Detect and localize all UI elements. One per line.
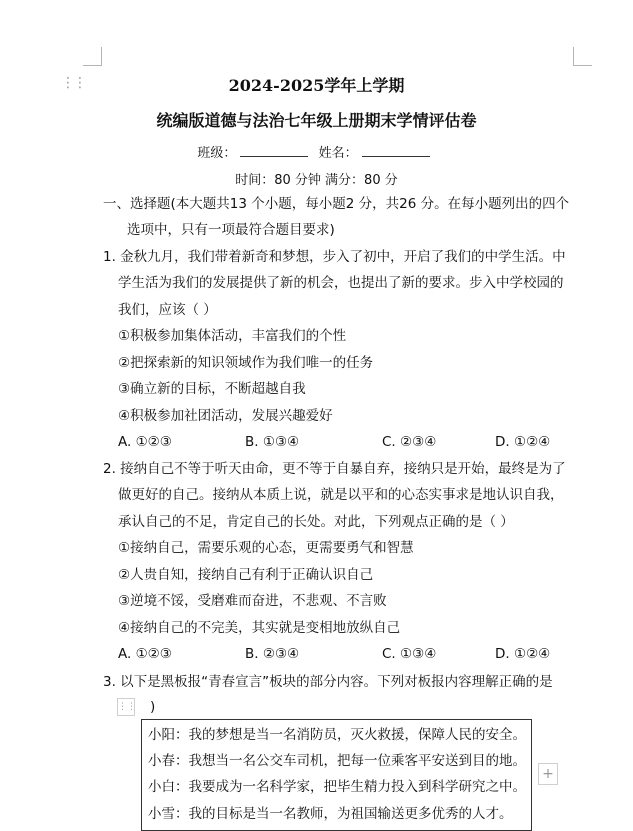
board-line-xiaoxue: 小雪：我的目标是当一名教师，为祖国输送更多优秀的人才。 [148,806,513,822]
section-heading-line-1: 一、选择题(本大题共13 个小题，每小题2 分，共26 分。在每小题列出的四个 [103,196,570,212]
name-blank [362,144,430,157]
q2-statement-3: ③逆境不馁，受磨难而奋进，不悲观、不言败 [118,593,387,609]
exam-title-subject: 统编版道德与法治七年级上册期末学情评估卷 [156,111,477,130]
q2-stem-line-1: 2. 接纳自己不等于听天由命，更不等于自暴自弃，接纳只是开始，最终是为了 [103,461,566,477]
table-handle-icon[interactable]: ⋮⋮ [117,698,135,716]
board-line-xiaochun: 小春：我想当一名公交车司机，把每一位乘客平安送到目的地。 [148,753,526,769]
student-info-row [0,142,633,161]
q1-option-a[interactable]: A. ①②③ [118,434,172,450]
q2-option-c[interactable]: C. ①③④ [382,646,437,662]
q3-stem-line-1: 3. 以下是黑板报“青春宣言”板块的部分内容。下列对板报内容理解正确的是 [103,674,553,690]
q1-option-c[interactable]: C. ②③④ [382,434,437,450]
q2-options [118,645,578,663]
section-heading-line-2: 选项中，只有一项最符合题目要求) [127,222,335,238]
q3-stem-line-2: ) [150,699,156,715]
time-score-info: 时间：80 分钟 满分：80 分 [235,173,398,188]
q2-statement-1: ①接纳自己，需要乐观的心态，更需要勇气和智慧 [118,540,414,556]
q1-stem-line-2: 学生活为我们的发展提供了新的机会，也提出了新的要求。步入中学校园的 [118,275,564,291]
board-line-xiaobai: 小白：我要成为一名科学家，把毕生精力投入到科学研究之中。 [148,779,526,795]
q1-stem-line-3: 我们，应该（ ） [118,302,217,318]
q1-statement-3: ③确立新的目标，不断超越自我 [118,381,306,397]
add-row-plus-icon[interactable]: + [538,763,558,785]
q1-statement-1: ①积极参加集体活动，丰富我们的个性 [118,328,347,344]
exam-title-year: 2024-2025学年上学期 [228,76,405,95]
q2-option-a[interactable]: A. ①②③ [118,646,172,662]
page-corner-mark-left [83,47,102,66]
class-blank [240,144,308,157]
page-corner-mark-right [573,47,592,66]
q1-statement-4: ④积极参加社团活动，发展兴趣爱好 [118,408,333,424]
q2-option-b[interactable]: B. ②③④ [245,646,300,662]
drag-handle-icon[interactable]: ⋮⋮ [61,75,85,91]
q1-option-b[interactable]: B. ①③④ [245,434,300,450]
q1-statement-2: ②把探索新的知识领域作为我们唯一的任务 [118,355,374,371]
q2-option-d[interactable]: D. ①②④ [495,646,551,662]
blackboard-content-box [141,719,532,831]
name-label: 姓名： [318,146,358,161]
q2-statement-4: ④接纳自己的不完美，其实就是变相地放纵自己 [118,620,401,636]
q2-statement-2: ②人贵自知，接纳自己有利于正确认识自己 [118,567,374,583]
q2-stem-line-3: 承认自己的不足，肯定自己的长处。对此，下列观点正确的是（ ） [118,514,514,530]
q1-option-d[interactable]: D. ①②④ [495,434,551,450]
q1-options [118,433,578,451]
class-label: 班级： [197,146,237,161]
q2-stem-line-2: 做更好的自己。接纳从本质上说，就是以平和的心态实事求是地认识自我， [118,487,564,503]
board-line-xiaoyang: 小阳：我的梦想是当一名消防员，灭火救援，保障人民的安全。 [148,727,526,743]
q1-stem-line-1: 1. 金秋九月，我们带着新奇和梦想，步入了初中，开启了我们的中学生活。中 [103,249,566,265]
